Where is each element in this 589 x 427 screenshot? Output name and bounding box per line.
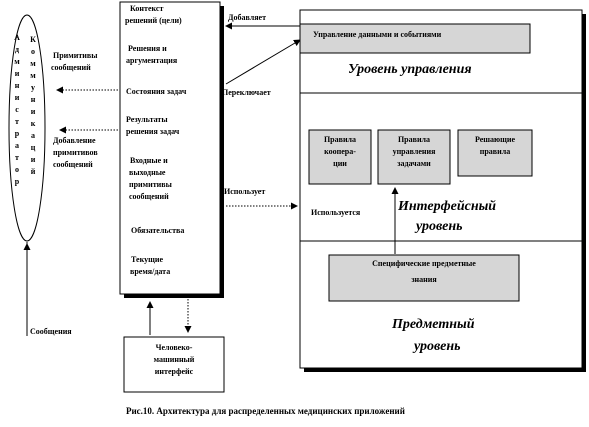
svg-text:А: А [14,33,20,42]
svg-text:Специфические предметные: Специфические предметные [372,259,476,268]
svg-text:м: м [30,59,36,68]
svg-text:решения задач: решения задач [126,127,180,136]
used-label: Используется [311,208,361,217]
svg-text:м: м [30,71,36,80]
svg-text:т: т [15,153,19,162]
svg-text:Обязательства: Обязательства [131,226,185,235]
svg-text:с: с [15,105,19,114]
svg-text:к: к [30,119,36,128]
svg-text:аргументация: аргументация [126,56,178,65]
svg-text:ции: ции [333,159,347,168]
svg-text:Состояния задач: Состояния задач [126,87,187,96]
svg-text:выходные: выходные [129,168,166,177]
svg-text:коопера-: коопера- [324,147,356,156]
svg-text:и: и [30,155,36,164]
svg-text:а: а [31,131,35,140]
interface-level-title-2: уровень [416,219,463,234]
svg-text:т: т [15,117,19,126]
adds-label: Добавляет [228,13,267,22]
svg-text:р: р [14,177,20,186]
svg-text:м: м [14,57,20,66]
svg-text:Входные и: Входные и [130,156,168,165]
adding-label-2: примитивов [53,148,98,157]
svg-text:Решения и: Решения и [128,44,167,53]
svg-text:сообщений: сообщений [129,192,169,201]
primitives-label-2: сообщений [51,63,91,72]
svg-text:и: и [14,93,20,102]
figure-caption: Рис.10. Архитектура для распределенных медицинских приложений [126,406,405,416]
svg-text:Решающие: Решающие [474,135,516,144]
svg-text:время/дата: время/дата [130,267,171,276]
svg-text:Контекст: Контекст [130,4,164,13]
arrow-switches [226,40,300,84]
interface-level-title-1: Интерфейсный [398,199,497,214]
subject-level-title-1: Предметный [392,317,475,332]
hmi-line-1: Человеко- [155,343,193,352]
subject-level-title-2: уровень [414,339,461,354]
svg-text:у: у [31,83,35,92]
svg-text:и: и [14,69,20,78]
svg-text:правила: правила [479,147,511,156]
hmi-line-2: машинный [153,355,195,364]
svg-text:знания: знания [411,275,437,284]
svg-text:Правила: Правила [397,135,431,144]
hmi-line-3: интерфейс [154,367,194,376]
svg-text:н: н [30,95,36,104]
uses-label: Использует [224,187,266,196]
svg-text:о: о [15,165,19,174]
svg-text:о: о [31,47,35,56]
adding-label-1: Добавление [53,136,96,145]
management-bar-label: Управление данными и событиями [313,30,442,39]
svg-text:а: а [15,141,19,150]
svg-text:примитивы: примитивы [129,180,172,189]
adding-label-3: сообщений [53,160,93,169]
svg-text:задачами: задачами [397,159,431,168]
svg-text:р: р [14,129,20,138]
svg-text:й: й [30,167,36,176]
svg-text:и: и [30,107,36,116]
switches-label: Переключает [222,88,271,97]
svg-text:ц: ц [30,143,36,152]
management-level-title: Уровень управления [348,62,472,77]
svg-text:К: К [30,35,36,44]
primitives-label-1: Примитивы [53,51,98,60]
messages-label: Сообщения [30,327,72,336]
svg-text:н: н [14,81,20,90]
svg-text:управления: управления [392,147,436,156]
svg-text:Результаты: Результаты [126,115,168,124]
svg-text:Текущие: Текущие [131,255,163,264]
svg-text:решений (цели): решений (цели) [125,16,182,25]
svg-text:Правила: Правила [323,135,357,144]
svg-text:д: д [14,45,20,54]
